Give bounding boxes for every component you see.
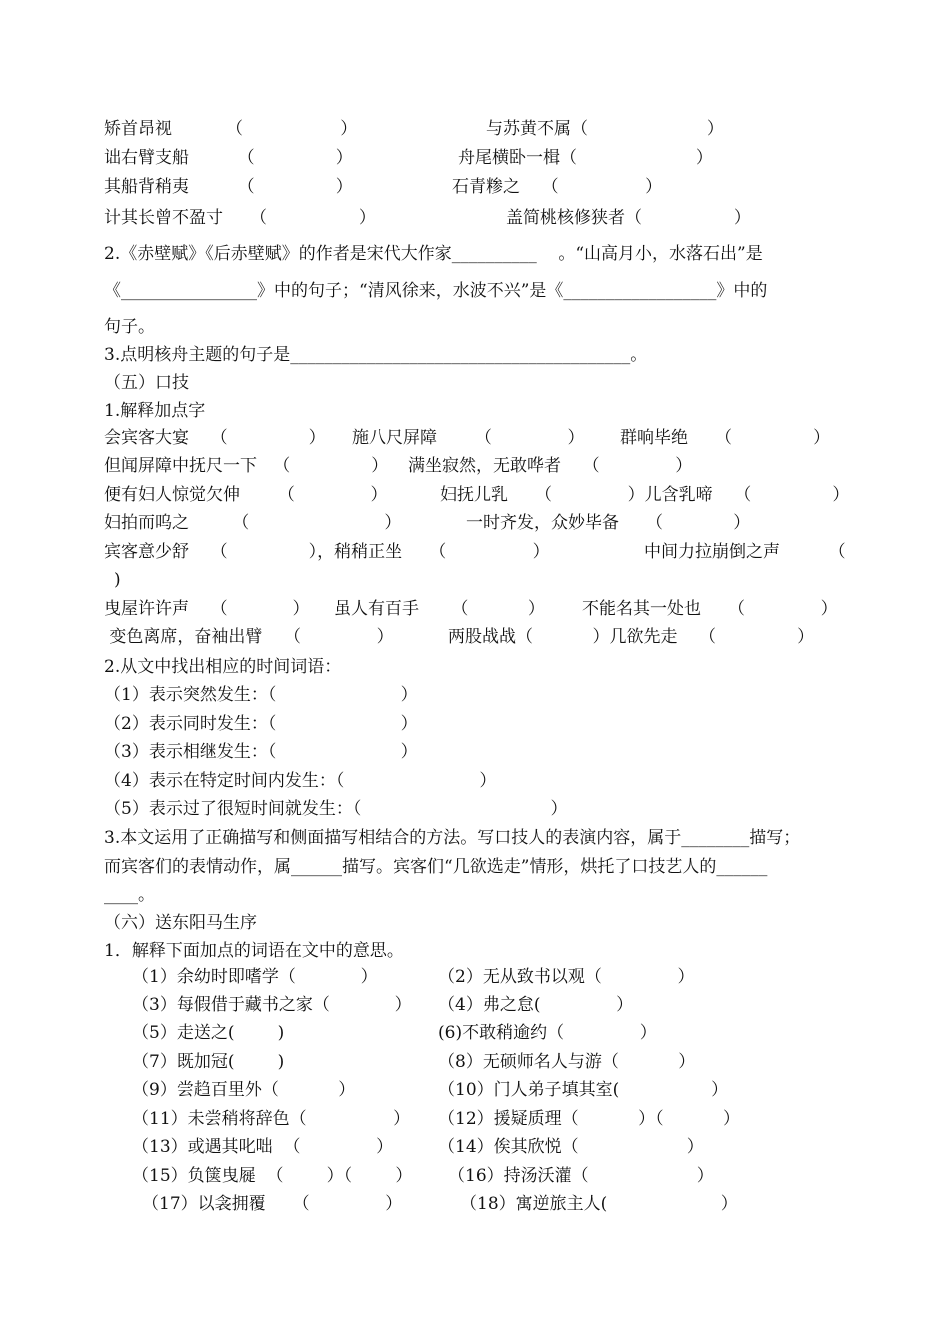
s6-item-10: （10）门人弟子填其室( ）: [438, 1080, 729, 1100]
s4-question-2-line-2: 《________________》中的句子；“清风徐来，水波不兴”是《__________________》中的: [104, 281, 768, 301]
s4-item-8: 盖简桃核修狭者（ ）: [506, 208, 751, 228]
s6-item-7: （7）既加冠( ): [132, 1052, 285, 1072]
s5-row-7-b: 两股战战（ ）几欲先走 （ ）: [448, 627, 815, 647]
s4-question-3: 3.点明核舟主题的句子是________________________________________。: [104, 345, 648, 365]
s5-title: （五）口技: [104, 373, 189, 393]
s5-row-5-a: 宾客意少舒 （ ），稍稍正坐 （ ）: [104, 542, 550, 562]
s5-q2-item-5: （5）表示过了很短时间就发生：（ ）: [104, 799, 568, 819]
s5-q2-item-2: （2）表示同时发生：（ ）: [104, 714, 418, 734]
s6-item-1: （1）余幼时即嗜学（ ）: [132, 967, 378, 987]
s6-item-9: （9）尝趋百里外（ ）: [132, 1080, 356, 1100]
s6-item-8: （8）无硕师名人与游（ ）: [438, 1052, 696, 1072]
s6-item-18: （18）寓逆旅主人( ）: [460, 1194, 738, 1214]
s4-item-1: 矫首昂视 （ ）: [104, 119, 358, 139]
s5-row-5-close: ): [114, 570, 121, 590]
s6-item-11: （11）未尝稍将辞色（ ）: [132, 1109, 411, 1129]
s5-q1-title: 1.解释加点字: [104, 401, 206, 421]
s5-row-1-c: 群响毕绝 （ ）: [620, 428, 831, 448]
s5-row-6-b: 虽人有百手 （ ）: [334, 599, 545, 619]
s4-item-7: 计其长曾不盈寸 （ ）: [104, 208, 376, 228]
s5-row-3-a: 便有妇人惊觉欠伸 （ ）: [104, 485, 388, 505]
s5-q2-title: 2.从文中找出相应的时间词语：: [104, 657, 342, 677]
s6-item-5: （5）走送之( ): [132, 1023, 285, 1043]
s5-row-2-a: 但闻屏障中抚尺一下 （ ）: [104, 456, 389, 476]
s5-row-4-b: 一时齐发，众妙毕备 （ ）: [466, 513, 751, 533]
s5-row-7-a: 变色离席，奋袖出臂 （ ）: [104, 627, 394, 647]
s6-item-4: （4）弗之怠( ）: [438, 995, 634, 1015]
s4-question-2-line-3: 句子。: [104, 317, 155, 337]
s4-item-3: 诎右臂支船 （ ）: [104, 148, 353, 168]
s5-row-3-b: 妇抚儿乳 （ ）儿含乳啼 （ ）: [440, 485, 850, 505]
s5-q2-item-1: （1）表示突然发生：（ ）: [104, 685, 418, 705]
s6-item-16: （16）持汤沃灌（ ）: [448, 1166, 714, 1186]
s5-row-1-b: 施八尺屏障 （ ）: [352, 428, 585, 448]
s5-row-6-c: 不能名其一处也 （ ）: [582, 599, 838, 619]
s5-q2-item-3: （3）表示相继发生：（ ）: [104, 742, 418, 762]
s5-q3-line-1: 3.本文运用了正确描写和侧面描写相结合的方法。写口技人的表演内容，属于________描写；: [104, 828, 801, 848]
s4-item-6: 石青糁之 （ ）: [452, 177, 663, 197]
s4-question-2-line-1: 2.《赤壁赋》《后赤壁赋》的作者是宋代大作家__________ 。“山高月小，水落石出”是: [104, 244, 763, 264]
s4-item-2: 与苏黄不属（ ）: [486, 119, 724, 139]
s6-item-3: （3）每假借于藏书之家（ ）: [132, 995, 412, 1015]
s6-q1-title: 1．解释下面加点的词语在文中的意思。: [104, 941, 404, 961]
s5-row-5-b: 中间力拉崩倒之声 （: [644, 542, 846, 562]
s6-item-13: （13）或遇其叱咄 （ ）: [132, 1137, 394, 1157]
s6-item-2: （2）无从致书以观（ ）: [438, 967, 695, 987]
s6-item-15: （15）负箧曳屣 （ ）（ ）: [132, 1166, 413, 1186]
s6-item-14: （14）俟其欣悦（ ）: [438, 1137, 704, 1157]
s6-title: （六）送东阳马生序: [104, 913, 257, 933]
s5-row-6-a: 曳屋许许声 （ ）: [104, 599, 310, 619]
s4-item-4: 舟尾横卧一楫（ ）: [458, 148, 713, 168]
s5-q2-item-4: （4）表示在特定时间内发生：（ ）: [104, 771, 497, 791]
s5-q3-line-3: ____。: [104, 885, 155, 905]
s5-row-4-a: 妇拍而呜之 （ ）: [104, 513, 402, 533]
s5-row-1-a: 会宾客大宴 （ ）: [104, 428, 326, 448]
s6-item-17: （17）以衾拥覆 （ ）: [142, 1194, 403, 1214]
s6-item-6: (6)不敢稍逾约（ ）: [438, 1023, 657, 1043]
s5-q3-line-2: 而宾客们的表情动作，属______描写。宾客们“几欲选走”情形，烘托了口技艺人的______: [104, 857, 768, 877]
s6-item-12: （12）援疑质理（ ）（ ）: [438, 1109, 741, 1129]
s5-row-2-b: 满坐寂然，无敢哗者 （ ）: [408, 456, 693, 476]
s4-item-5: 其船背稍夷 （ ）: [104, 177, 353, 197]
